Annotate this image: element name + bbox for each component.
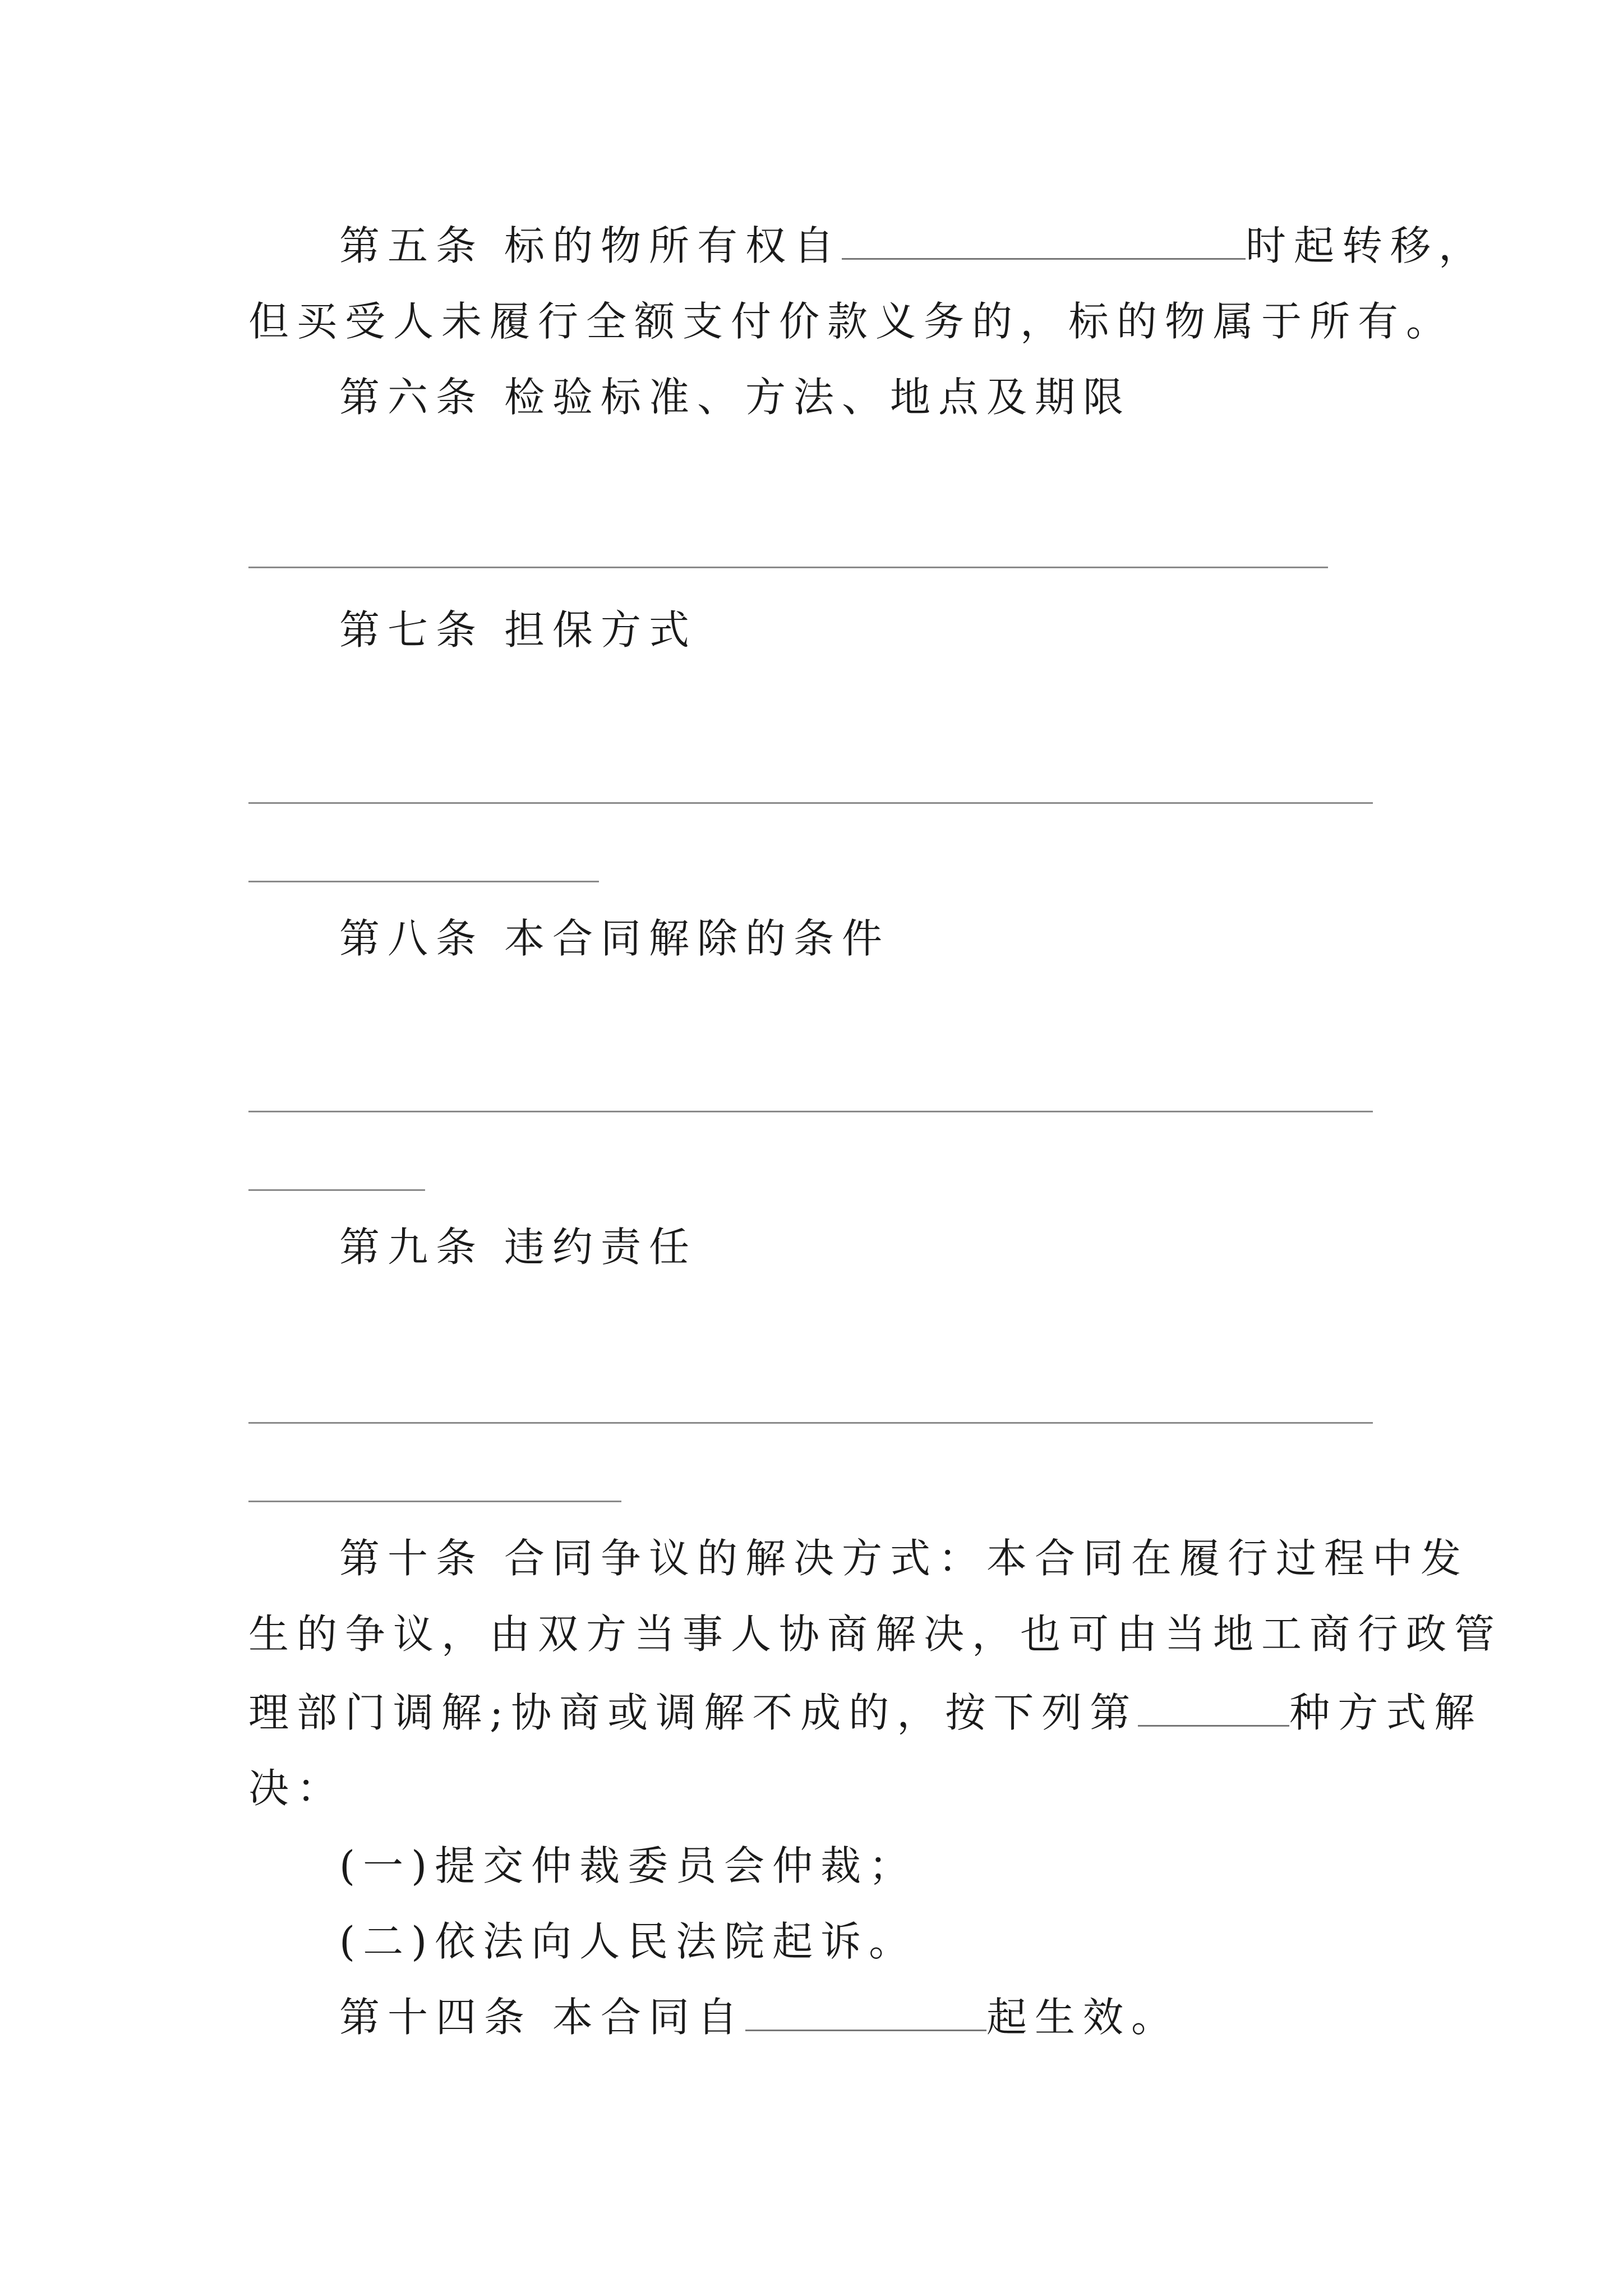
article-8-heading: 第八条: [339, 915, 485, 962]
effective-date-blank[interactable]: [745, 1990, 986, 2031]
article-10-line-1: [339, 1531, 1469, 1585]
article-5-heading: 第五条: [339, 222, 485, 269]
article-8-line: [339, 912, 890, 965]
article-5-line-2: 但买受人未履行全额支付价款义务的，标的物属于所有。: [248, 298, 1455, 345]
article-8-text: 本合同解除的条件: [504, 915, 891, 962]
article-10-text-3b: 种方式解: [1289, 1689, 1483, 1736]
article-10-line-4: 决：: [248, 1765, 345, 1812]
article-7-fill-line-1[interactable]: [248, 802, 1373, 804]
article-7-line: [339, 603, 697, 657]
dispute-method-blank[interactable]: [1138, 1686, 1289, 1727]
article-10-option-2: (二)依法向人民法院起诉。: [339, 1918, 917, 1965]
article-6-fill-line[interactable]: [248, 567, 1328, 568]
article-5-text-pre: 标的物所有权自: [504, 222, 842, 269]
article-9-fill-line-1[interactable]: [248, 1422, 1373, 1424]
article-10-line-2: 生的争议，由双方当事人协商解决，也可由当地工商行政管: [248, 1611, 1503, 1658]
article-5-text-post: 时起转移，: [1246, 222, 1487, 269]
article-14-line: [339, 1990, 1179, 2044]
article-10-text-1: 合同争议的解决方式：本合同在履行过程中发: [504, 1535, 1469, 1582]
ownership-transfer-blank[interactable]: [842, 219, 1246, 260]
article-8-fill-line-2[interactable]: [248, 1189, 425, 1191]
article-9-heading: 第九条: [339, 1223, 485, 1271]
article-9-line: [339, 1220, 697, 1274]
article-10-text-3a: 理部门调解;协商或调解不成的，按下列第: [248, 1689, 1138, 1736]
article-10-heading: 第十条: [339, 1535, 485, 1582]
article-10-option-1: (一)提交仲裁委员会仲裁；: [339, 1842, 917, 1889]
article-8-fill-line-1[interactable]: [248, 1111, 1373, 1112]
article-9-fill-line-2[interactable]: [248, 1501, 621, 1502]
article-5-line-1: [339, 219, 1487, 273]
article-14-text-post: 起生效。: [986, 1994, 1180, 2041]
article-9-text: 违约责任: [504, 1223, 698, 1271]
article-7-fill-line-2[interactable]: [248, 881, 599, 882]
article-6-line: [339, 370, 1131, 424]
article-14-heading: 第十四条: [339, 1994, 533, 2041]
article-7-heading: 第七条: [339, 606, 485, 654]
article-10-line-3: [248, 1686, 1482, 1740]
article-6-text: 检验标准、方法、地点及期限: [504, 374, 1132, 421]
article-7-text: 担保方式: [504, 606, 698, 654]
article-6-heading: 第六条: [339, 374, 485, 421]
article-14-text-pre: 本合同自: [552, 1994, 746, 2041]
